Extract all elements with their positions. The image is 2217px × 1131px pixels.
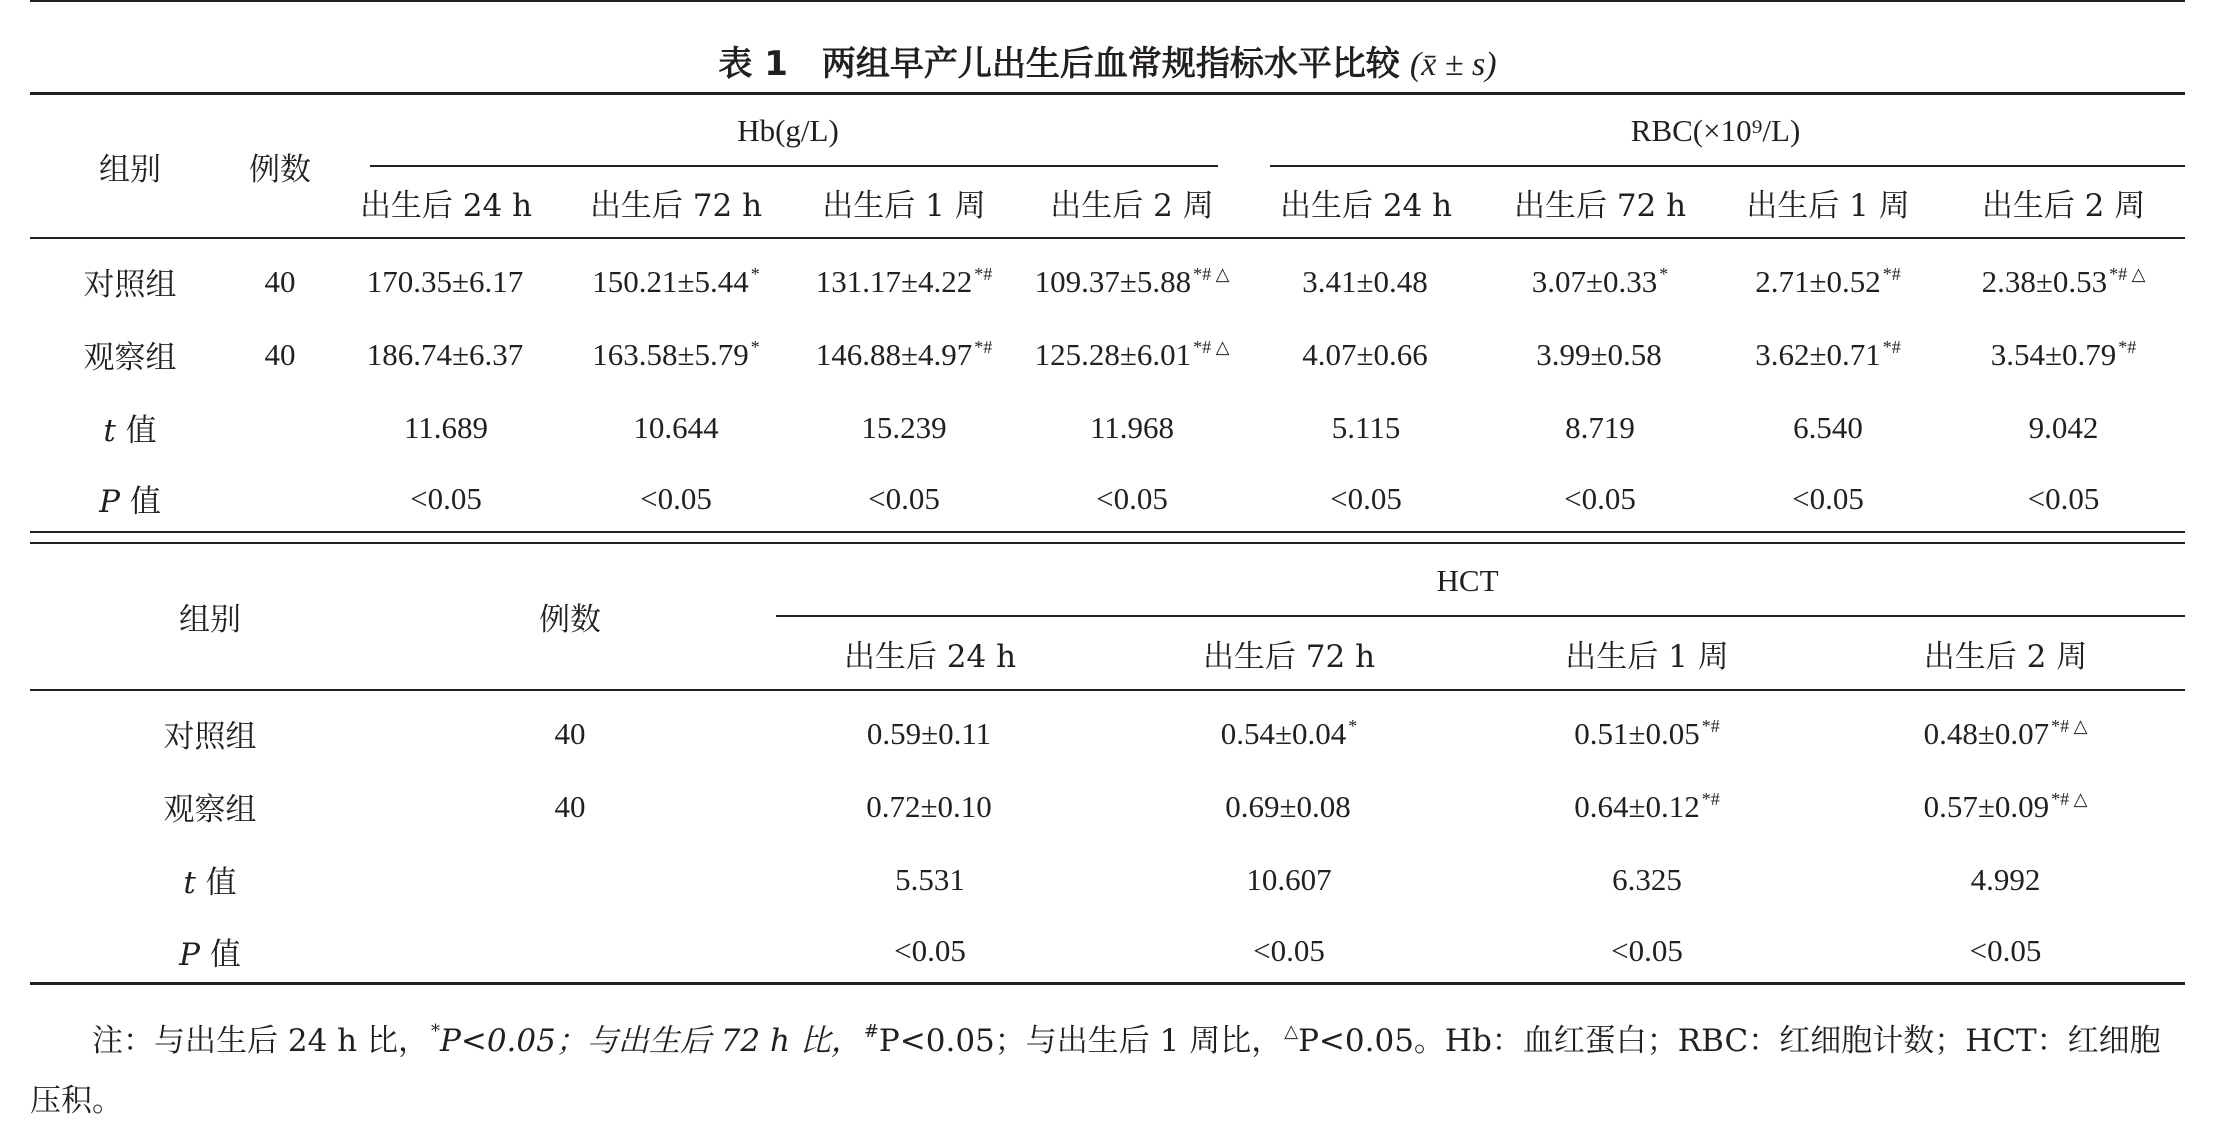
p-label: P 值 [99,484,161,520]
row-count: 40 [554,715,586,751]
cell: 11.689 [403,409,489,445]
hct-span-line [776,615,2185,617]
row-group: 观察组 [83,340,177,376]
note-p2: P<0.05；与出生后 1 周比， [878,1023,1283,1059]
t-value-row [30,391,2185,464]
table-row [30,697,2185,770]
cell: 0.51±0.05 *# [1574,715,1720,751]
cell: 0.69±0.08 [1225,788,1351,824]
t-value-row [30,843,2185,916]
t-label: t 值 [103,413,157,449]
cell: <0.05 [640,480,712,516]
table2 [30,544,2185,986]
row-count: 40 [554,788,586,824]
caption-title: 两组早产儿出生后血常规指标水平比较 [821,44,1400,84]
cell: 10.607 [1246,861,1332,897]
table-caption [30,36,2185,92]
header-hb-2w: 出生后 2 周 [1050,187,1214,224]
table-row [30,770,2185,843]
table-row [30,245,2185,318]
cell: 131.17±4.22 *# [815,263,993,299]
caption-stat: (x̄ ± s) [1409,46,1497,83]
header-rbc-1w: 出生后 1 周 [1746,187,1910,224]
note-prefix: 注：与出生后 24 h 比， [92,1023,429,1059]
cell: <0.05 [868,480,940,516]
header-hb [330,95,1246,167]
header-rbc [1246,95,2185,167]
table1-spacer [30,237,2185,245]
rbc-span-line [1270,165,2185,167]
cell: <0.05 [894,933,966,968]
row-group: 观察组 [163,792,257,828]
top-rule [30,0,2185,2]
p-count-empty [230,464,330,533]
cell: 0.64±0.12 *# [1574,788,1720,824]
cell: 6.540 [1793,409,1863,445]
header-hb-1w: 出生后 1 周 [822,187,986,224]
t-count-empty [230,391,330,464]
cell: 3.07±0.33 * [1531,263,1669,299]
row-group: 对照组 [163,719,257,755]
cell: 2.38±0.53 *# △ [1981,263,2146,299]
t-label: t 值 [183,865,237,901]
hb-span-line [370,165,1218,167]
cell: 0.57±0.09 *# △ [1923,788,2088,824]
cell: 0.72±0.10 [866,788,992,824]
cell: 125.28±6.01 *# △ [1034,336,1230,372]
table1 [30,95,2185,533]
note-p1: P<0.05；与出生后 72 h 比， [439,1023,862,1059]
header-hb-72h: 出生后 72 h [589,187,763,224]
note-marker-star: * [430,1021,440,1042]
cell: <0.05 [1611,933,1683,968]
cell: 9.042 [2028,409,2099,445]
cell: <0.05 [410,480,482,516]
header-count: 例数 [249,151,311,188]
cell: <0.05 [1792,480,1864,516]
caption-number: 表 1 [718,44,788,84]
cell: 5.115 [1331,409,1401,445]
header-rbc-72h: 出生后 72 h [1513,187,1687,224]
cell: 15.239 [861,409,947,445]
cell: <0.05 [1096,480,1168,516]
header-hb-label: Hb(g/L) [737,113,839,148]
t-count-empty [390,843,750,916]
table-footnote [30,1002,2185,1131]
header-rbc-label: RBC(×10⁹/L) [1630,113,1801,148]
row-group: 对照组 [83,267,177,303]
cell: 3.41±0.48 [1302,263,1428,299]
header-group: 组别 [179,602,241,638]
table2-header-row-1 [30,544,2185,617]
cell: <0.05 [2027,480,2100,516]
header-rbc-2w: 出生后 2 周 [1981,187,2146,224]
table2-spacer [30,689,2185,697]
header-hct-2w: 出生后 2 周 [1923,638,2088,675]
cell: 5.531 [895,861,965,897]
p-label: P 值 [179,936,241,973]
cell: 170.35±6.17 [366,263,524,299]
header-hct [750,544,2185,617]
cell: 0.59±0.11 [866,715,992,751]
cell: 163.58±5.79 * [592,336,760,372]
cell: 0.48±0.07 *# △ [1923,715,2088,751]
header-count: 例数 [539,602,601,638]
note-marker-hash: # [863,1021,879,1042]
cell: 146.88±4.97 *# [815,336,993,372]
cell: 4.992 [1970,861,2041,897]
cell: 109.37±5.88 *# △ [1034,263,1230,299]
cell: 3.54±0.79 *# [1990,336,2137,372]
cell: 150.21±5.44 * [592,263,760,299]
table1-header-row-2 [30,167,2185,237]
cell: 2.71±0.52 *# [1755,263,1901,299]
cell: 11.968 [1089,409,1175,445]
row-count: 40 [264,336,296,372]
p-value-row [30,464,2185,533]
cell: 6.325 [1612,861,1682,897]
header-hct-24h: 出生后 24 h [843,638,1017,675]
p-value-row [30,916,2185,986]
table1-header-row-1 [30,95,2185,167]
note-p3: P<0.05。Hb：血红蛋白；RBC：红细胞计数；HCT：红细胞压积。 [30,1023,2161,1119]
table-row [30,318,2185,391]
cell: 186.74±6.37 [366,336,524,372]
p-count-empty [390,916,750,986]
cell: 10.644 [633,409,719,445]
cell: 3.62±0.71 *# [1755,336,1901,372]
cell: 0.54±0.04 * [1220,715,1358,751]
cell: <0.05 [1253,933,1325,968]
header-hct-72h: 出生后 72 h [1202,638,1376,675]
cell: <0.05 [1969,933,2042,968]
cell: 8.719 [1565,409,1635,445]
row-count: 40 [264,263,296,299]
header-hb-24h: 出生后 24 h [359,187,533,224]
header-hct-label: HCT [1436,562,1499,598]
note-marker-triangle: △ [1284,1021,1299,1042]
cell: 4.07±0.66 [1302,336,1428,372]
header-group: 组别 [99,151,161,188]
cell: <0.05 [1564,480,1636,516]
header-rbc-24h: 出生后 24 h [1279,187,1453,224]
cell: <0.05 [1330,480,1402,516]
header-hct-1w: 出生后 1 周 [1565,638,1729,675]
cell: 3.99±0.58 [1536,336,1662,372]
